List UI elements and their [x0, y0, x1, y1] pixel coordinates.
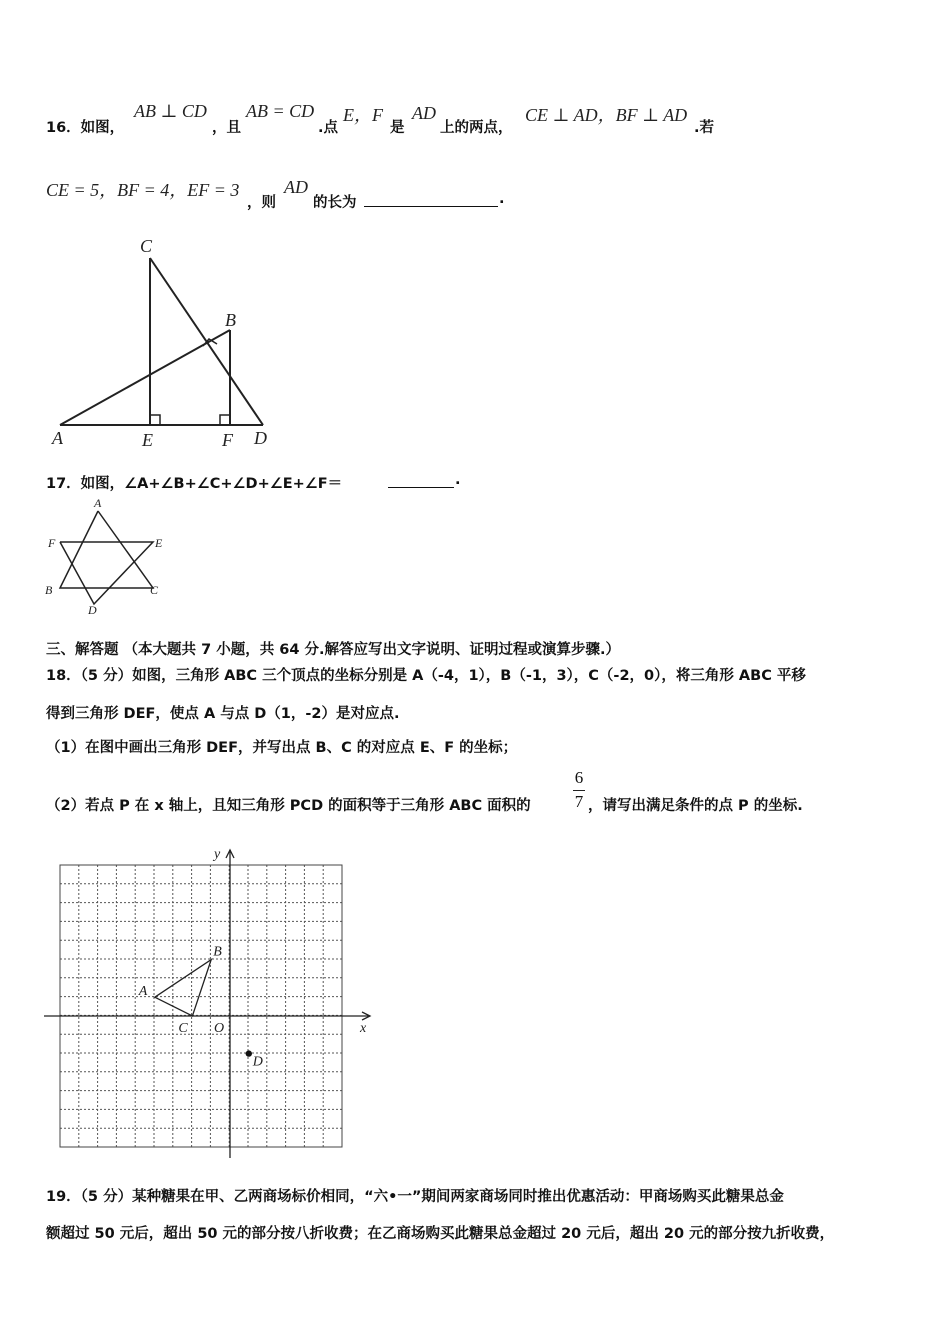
q17-text: . — [455, 472, 461, 488]
q18-part2: （2）若点 P 在 x 轴上，且知三角形 PCD 的面积等于三角形 ABC 面积的 — [46, 798, 531, 814]
label-f: F — [222, 430, 233, 450]
label-c: C — [150, 583, 159, 597]
q18-part2: ，请写出满足条件的点 P 的坐标. — [588, 798, 803, 814]
answer-blank — [388, 473, 454, 488]
q16-math-lengths: CE = 5，BF = 4，EF = 3 — [46, 180, 240, 200]
q17-text: 17．如图，∠A+∠B+∠C+∠D+∠E+∠F＝ — [46, 476, 343, 492]
y-axis-label: y — [214, 847, 221, 862]
label-a: A — [94, 496, 102, 510]
q18-part1: （1）在图中画出三角形 DEF，并写出点 B、C 的对应点 E、F 的坐标； — [46, 740, 518, 756]
triangle-abc — [60, 511, 153, 588]
q16-figure — [40, 232, 280, 454]
q16-math-ab-eq-cd: AB = CD — [246, 101, 315, 121]
section-heading: 三、解答题 （本大题共 7 小题，共 64 分.解答应写出文字说明、证明过程或演算步骤.） — [46, 642, 621, 658]
label-d: D — [88, 603, 97, 617]
point-marks — [138, 945, 263, 1070]
label-b: B — [225, 310, 236, 330]
label-c: C — [140, 236, 153, 256]
q16-number: 16．如图， — [46, 120, 125, 136]
q18-coordinate-grid — [40, 840, 380, 1170]
origin-label: O — [214, 1021, 225, 1036]
answer-blank — [364, 192, 498, 207]
right-angle-e — [150, 415, 160, 425]
label-e: E — [155, 536, 163, 550]
right-angle-f — [220, 415, 230, 425]
triangle-fed — [60, 542, 153, 604]
grid-lines — [60, 865, 342, 1147]
q16-text: .点 — [318, 120, 339, 136]
q16-text: 上的两点， — [440, 120, 513, 136]
q19-line: 额超过 50 元后，超出 50 元的部分按八折收费；在乙商场购买此糖果总金超过 20 元后，超出 20 元的部分按九折收费， — [46, 1226, 835, 1242]
fraction-denominator: 7 — [574, 792, 584, 811]
point-label-c: C — [178, 1021, 188, 1036]
q16-text: 的长为 — [313, 195, 357, 211]
point-label-d: D — [252, 1054, 263, 1070]
q16-text: 是 — [390, 120, 405, 136]
label-f: F — [48, 536, 56, 550]
triangle-abc — [155, 960, 211, 1016]
point-label-b: B — [213, 944, 222, 960]
q16-math-ad: AD — [412, 103, 436, 123]
fraction-bar — [573, 790, 585, 791]
point-label-a: A — [138, 984, 148, 1000]
label-a: A — [52, 428, 63, 448]
q18-line: 18．（5 分）如图，三角形 ABC 三个顶点的坐标分别是 A（-4，1），B（-1，3），C（-2，0），将三角形 ABC 平移 — [46, 668, 806, 684]
q16-text: .若 — [694, 120, 715, 136]
q16-text: ，且 — [212, 120, 241, 136]
grid-border — [60, 865, 342, 1147]
q16-math-ab-perp-cd: AB ⊥ CD — [134, 101, 207, 121]
q16-math-ef: E，F — [343, 105, 383, 125]
label-e: E — [142, 430, 153, 450]
label-b: B — [45, 583, 53, 597]
point-dot-d — [246, 1050, 252, 1056]
q16-math-ad: AD — [284, 177, 308, 197]
q18-line: 得到三角形 DEF，使点 A 与点 D（1，-2）是对应点. — [46, 706, 400, 722]
fraction-numerator: 6 — [574, 768, 584, 787]
q16-math-perps: CE ⊥ AD，BF ⊥ AD — [525, 105, 688, 125]
q19-line: 19．（5 分）某种糖果在甲、乙两商场标价相同，“六•一”期间两家商场同时推出优惠活动：甲商场购买此糖果总金 — [46, 1189, 784, 1205]
x-axis-label: x — [360, 1021, 367, 1036]
q16-text: . — [499, 191, 505, 207]
label-d: D — [254, 428, 267, 448]
q16-text: ，则 — [247, 195, 276, 211]
q17-star-figure — [40, 496, 180, 621]
